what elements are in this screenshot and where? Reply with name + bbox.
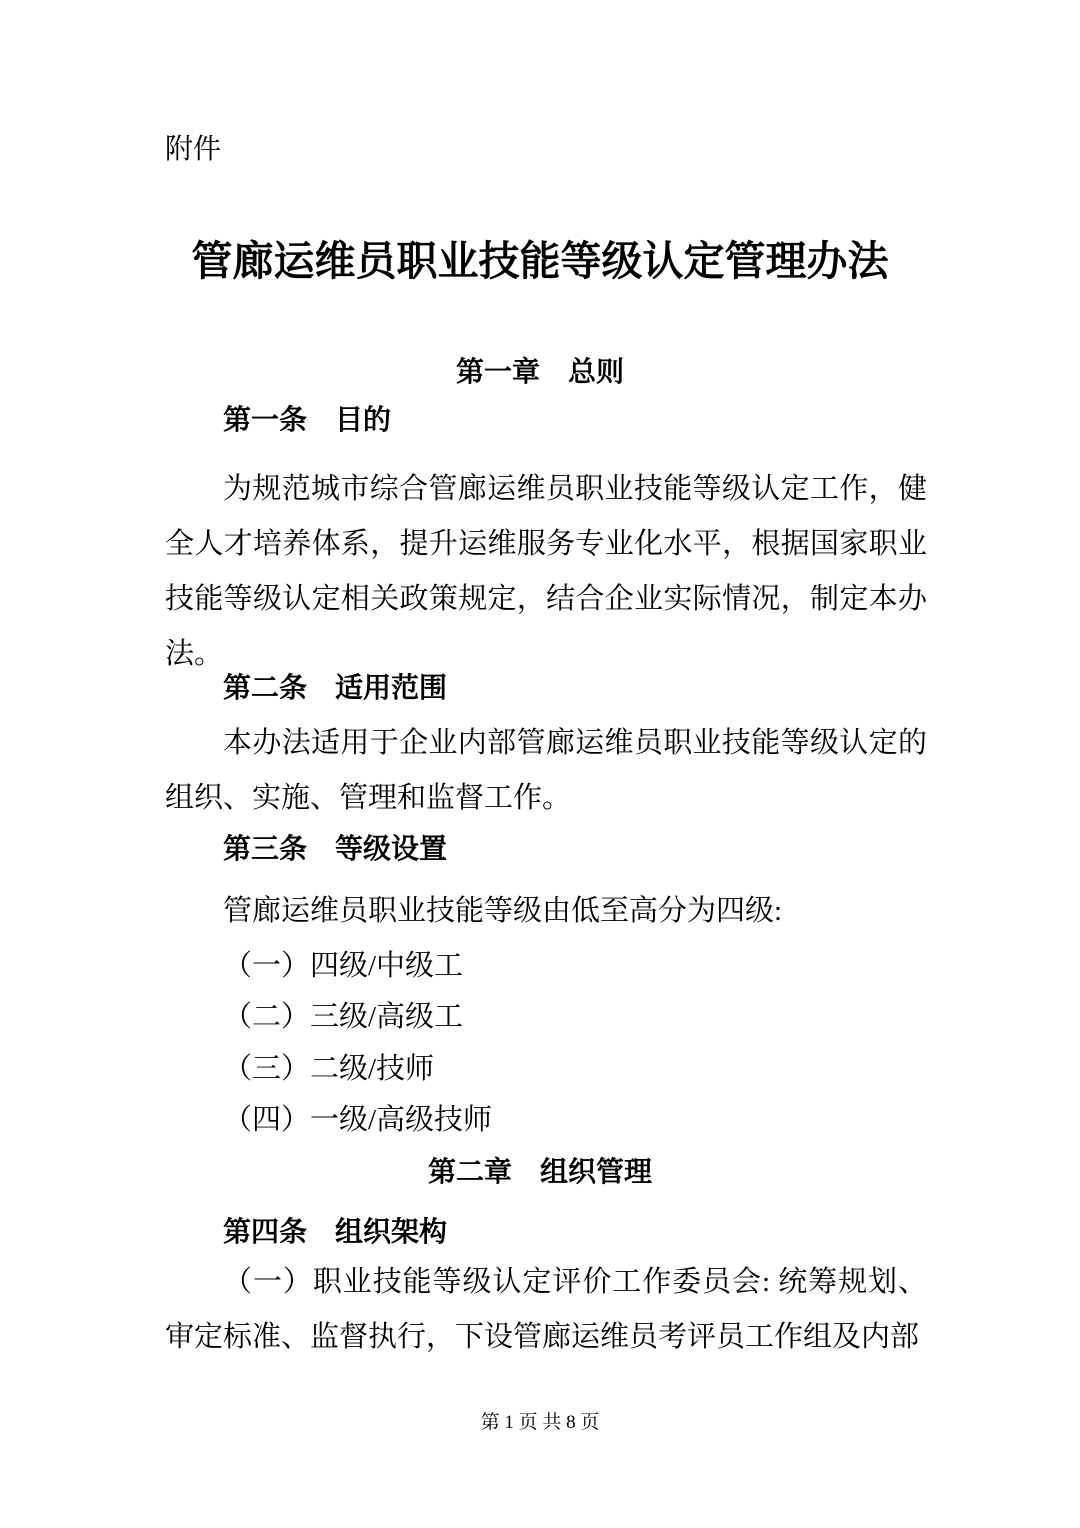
page-footer: 第 1 页 共 8 页 bbox=[480, 1412, 600, 1433]
level-list-item-4: （四）一级/高级技师 bbox=[223, 1104, 493, 1136]
article-4-paragraph: （一）职业技能等级认定评价工作委员会: 统筹规划、审定标准、监督执行，下设管廊运维员考评员工作组及内部 bbox=[165, 1266, 927, 1353]
level-list-item-2: （二）三级/高级工 bbox=[223, 1001, 464, 1033]
document-title: 管廊运维员职业技能等级认定管理办法 bbox=[191, 238, 889, 284]
article-1-paragraph: 为规范城市综合管廊运维员职业技能等级认定工作，健全人才培养体系，提升运维服务专业化水平，根据国家职业技能等级认定相关政策规定，结合企业实际情况，制定本办法。 bbox=[165, 473, 927, 670]
chapter-1-heading: 第一章 总则 bbox=[455, 356, 624, 387]
article-3-heading: 第三条 等级设置 bbox=[223, 833, 448, 864]
level-list-item-3: （三）二级/技师 bbox=[223, 1053, 435, 1085]
level-list-item-1: （一）四级/中级工 bbox=[223, 950, 464, 982]
article-2-paragraph: 本办法适用于企业内部管廊运维员职业技能等级认定的组织、实施、管理和监督工作。 bbox=[165, 727, 927, 814]
article-2-heading: 第二条 适用范围 bbox=[223, 672, 448, 703]
article-1-heading: 第一条 目的 bbox=[223, 404, 392, 435]
article-3-paragraph: 管廊运维员职业技能等级由低至高分为四级: bbox=[223, 895, 783, 927]
chapter-2-heading: 第二章 组织管理 bbox=[427, 1156, 652, 1187]
attachment-label: 附件 bbox=[165, 133, 222, 164]
article-4-heading: 第四条 组织架构 bbox=[223, 1216, 448, 1247]
